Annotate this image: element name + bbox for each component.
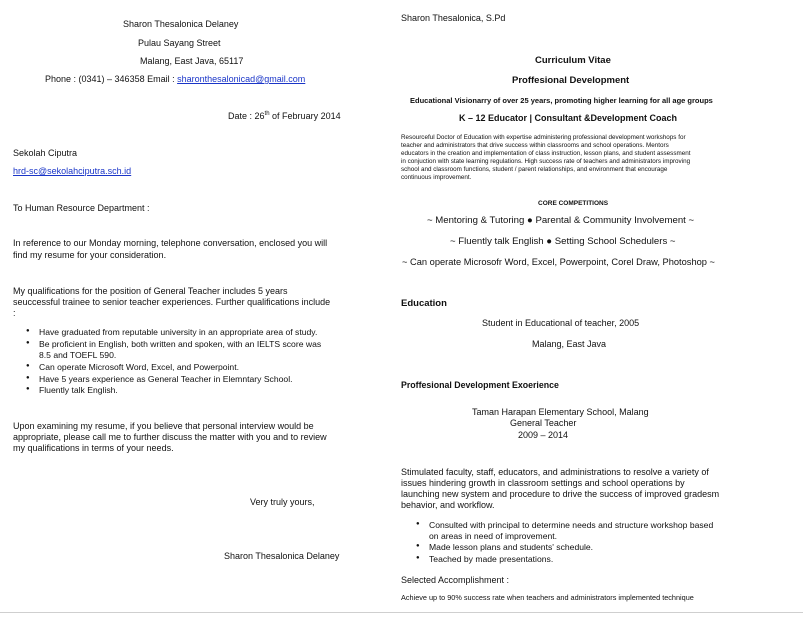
closing: Very truly yours, xyxy=(250,497,315,507)
core-line-2: ~ Fluently talk English ● Setting School Schedulers ~ xyxy=(450,236,676,247)
list-item: ● Have graduated from reputable university in an appropriate area of study. xyxy=(39,327,317,337)
cv-tagline: Educational Visionarry of over 25 years, promoting higher learning for all age groups xyxy=(410,96,713,105)
list-item-continuation: 8.5 and TOEFL 590. xyxy=(39,350,117,360)
list-item: ● Be proficient in English, both written and spoken, with an IELTS score was xyxy=(39,339,321,349)
experience-heading: Proffesional Development Exoerience xyxy=(401,380,559,390)
cv-page: Sharon Thesalonica, S.Pd Curriculum Vitae Proffesional Development Educational Visionarry of over 25 years, promoting higher learning for all age groups K – 12 Educator | Consultant &Development Coach Resourceful Doctor of Education with expertise administering professional development workshops for teacher and administrators that drive success within classrooms and school operations. Mentors educators in the creation and implementation of class instruction, lesson plans, and student assessment in conjuction with state learning regulations. High success rate of teachers and administrators improving school and classroom functions, student / parent relationships, and environment that encourage continuous improvement. CORE COMPETITIONS ~ Mentoring & Tutoring ● Parental & Community Involvement ~ ~ Fluently talk English ● Setting School Schedulers ~ ~ Can operate Microsofr Word, Excel, Powerpoint, Corel Draw, Photoshop ~ Education Student in Educational of teacher, 2005 Malang, East Java Proffesional Development Exoerience Taman Harapan Elementary School, Malang General Teacher 2009 – 2014 Stimulated faculty, staff, educators, and administrations to resolve a variety of issues hindering growth in classroom settings and school operations by launching new system and procedure to drive the success of improved gradesm behavior, and workflow. ● Consulted with principal to determine needs and structure workshop based on areas in need of improvement. ● Made lesson plans and students' schedule. ● Teached by made presentations. Selected Accomplishment : Achieve up to 90% success rate when teachers and administrators implemented technique xyxy=(388,0,803,630)
page-bottom-divider xyxy=(0,612,803,613)
cover-letter-page xyxy=(0,0,388,630)
cv-title: Curriculum Vitae xyxy=(535,55,611,66)
exp-role: General Teacher xyxy=(510,418,577,428)
sender-email-link[interactable]: sharonthesalonicad@gmail.com xyxy=(177,74,306,84)
core-line-3: ~ Can operate Microsofr Word, Excel, Powerpoint, Corel Draw, Photoshop ~ xyxy=(402,257,715,267)
core-line-1: ~ Mentoring & Tutoring ● Parental & Community Involvement ~ xyxy=(427,215,695,226)
list-item: ● Consulted with principal to determine needs and structure workshop based xyxy=(429,520,713,530)
letter-date: Date : 26th of February 2014 xyxy=(228,111,341,121)
exp-years: 2009 – 2014 xyxy=(518,430,569,440)
sender-street: Pulau Sayang Street xyxy=(138,38,221,48)
cv-subtitle: Proffesional Development xyxy=(512,75,630,86)
para3-line1: Upon examining my resume, if you believe that personal interview would be xyxy=(13,421,314,431)
accomplishment-line: Achieve up to 90% success rate when teachers and administrators implemented technique xyxy=(401,593,694,602)
sender-name: Sharon Thesalonica Delaney xyxy=(123,19,239,29)
cv-role: K – 12 Educator | Consultant &Development Coach xyxy=(459,113,678,123)
para3-line3: my qualifications in terms of your needs. xyxy=(13,443,174,453)
signature: Sharon Thesalonica Delaney xyxy=(224,551,340,561)
list-item: ● Fluently talk English. xyxy=(39,385,118,395)
recipient-email-link[interactable]: hrd-sc@sekolahciputra.sch.id xyxy=(13,166,132,176)
list-item: ● Made lesson plans and students' schedule. xyxy=(429,542,593,552)
para3-line2: appropriate, please call me to further discuss the matter with you and to review xyxy=(13,432,327,442)
exp-school: Taman Harapan Elementary School, Malang xyxy=(472,407,649,417)
sender-contact xyxy=(45,74,305,84)
core-heading: CORE COMPETITIONS xyxy=(538,200,609,207)
para2-line3: : xyxy=(13,308,16,318)
para2-line2: seuccessful trainee to senior teacher experiences. Further qualifications include xyxy=(13,297,331,307)
list-item: ● Have 5 years experience as General Teacher in Elemntary School. xyxy=(39,374,293,384)
list-item: ● Teached by made presentations. xyxy=(429,554,553,564)
list-item: ● Can operate Microsoft Word, Excel, and Powerpoint. xyxy=(39,362,239,372)
para1-line1: In reference to our Monday morning, telephone conversation, enclosed you will xyxy=(13,238,328,248)
para2-line1: My qualifications for the position of General Teacher includes 5 years xyxy=(13,286,288,296)
salutation: To Human Resource Department : xyxy=(13,203,150,213)
phone-text: Phone : (0341) – 346358 Email : xyxy=(45,74,178,84)
para1-line2: find my resume for your consideration. xyxy=(13,250,167,260)
accomplishment-heading: Selected Accomplishment : xyxy=(401,575,510,585)
list-item-continuation: on areas in need of improvement. xyxy=(429,531,558,541)
cv-header-name: Sharon Thesalonica, S.Pd xyxy=(401,13,506,23)
recipient-org: Sekolah Ciputra xyxy=(13,148,78,158)
education-heading: Education xyxy=(401,298,447,309)
sender-city: Malang, East Java, 65117 xyxy=(140,56,244,66)
education-line-2: Malang, East Java xyxy=(532,339,607,349)
education-line-1: Student in Educational of teacher, 2005 xyxy=(482,318,640,328)
